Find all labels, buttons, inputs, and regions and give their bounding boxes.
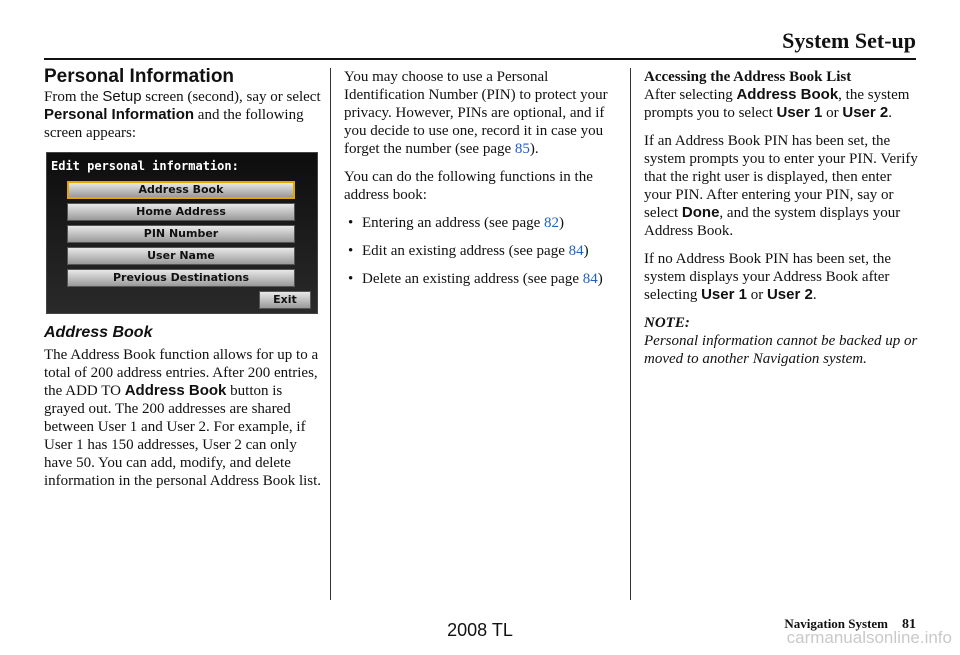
accessing-heading: Accessing the Address Book List: [644, 69, 852, 85]
column-divider: [630, 68, 631, 600]
accessing-paragraph: After selecting Address Book, the system prompts you to select User 1 or User 2.: [644, 86, 910, 121]
footer-model: 2008 TL: [447, 620, 513, 640]
list-item: • Edit an existing address (see page 84): [362, 242, 616, 260]
page-header-title: System Set-up: [782, 28, 916, 53]
list-item: • Delete an existing address (see page 84): [362, 270, 616, 288]
pin-set-paragraph: If an Address Book PIN has been set, the system prompts you to enter your PIN. Verify that the right user is displayed, then enter your PIN. After entering your PIN, say or select Done, and the system displays your Address Book.: [644, 133, 918, 239]
page-link[interactable]: 85: [514, 141, 530, 157]
pin-paragraph: You may choose to use a Personal Identification Number (PIN) to protect your privacy. However, PINs are optional, and if you decide to use one, record it in case you forget the number (see page 85).: [344, 69, 608, 157]
previous-destinations-button[interactable]: Previous Destinations: [67, 269, 295, 287]
screen-title: Edit personal information:: [51, 159, 239, 173]
watermark: carmanualsonline.info: [786, 628, 952, 647]
exit-button[interactable]: Exit: [259, 291, 311, 309]
functions-list: [344, 214, 616, 288]
note-label: NOTE:: [644, 315, 690, 331]
page-link[interactable]: 82: [544, 215, 560, 231]
column-3: [644, 68, 920, 368]
footer-section-title: Navigation System: [784, 616, 888, 631]
page-link[interactable]: 84: [568, 243, 584, 259]
section-heading: Personal Information: [44, 66, 235, 87]
column-2: [344, 68, 616, 298]
page-number: 81: [902, 617, 916, 632]
address-book-paragraph: The Address Book function allows for up to a total of 200 address entries. After 200 entries, the ADD TO Address Book button is grayed out. The 200 addresses are shared between User 1 and User 2. For example, if User 1 has 150 addresses, User 2 can only have 50. You can add, modify, and delete information in the personal Address Book list.: [44, 347, 322, 489]
pin-number-button[interactable]: PIN Number: [67, 225, 295, 243]
no-pin-paragraph: If no Address Book PIN has been set, the system displays your Address Book after selecting User 1 or User 2.: [644, 251, 892, 303]
subsection-heading: Address Book: [44, 324, 153, 341]
intro-paragraph: From the Setup screen (second), say or select Personal Information and the following screen appears:: [44, 88, 321, 141]
page-link[interactable]: 84: [582, 271, 598, 287]
user-name-button[interactable]: User Name: [67, 247, 295, 265]
column-divider: [330, 68, 331, 600]
header-rule: [44, 58, 916, 60]
address-book-button[interactable]: Address Book: [67, 181, 295, 199]
note-text: Personal information cannot be backed up or moved to another Navigation system.: [644, 333, 918, 367]
column-1: [44, 68, 322, 500]
home-address-button[interactable]: Home Address: [67, 203, 295, 221]
functions-paragraph: You can do the following functions in the address book:: [344, 169, 593, 203]
list-item: • Entering an address (see page 82): [362, 214, 616, 232]
nav-screen-image: [46, 152, 318, 314]
